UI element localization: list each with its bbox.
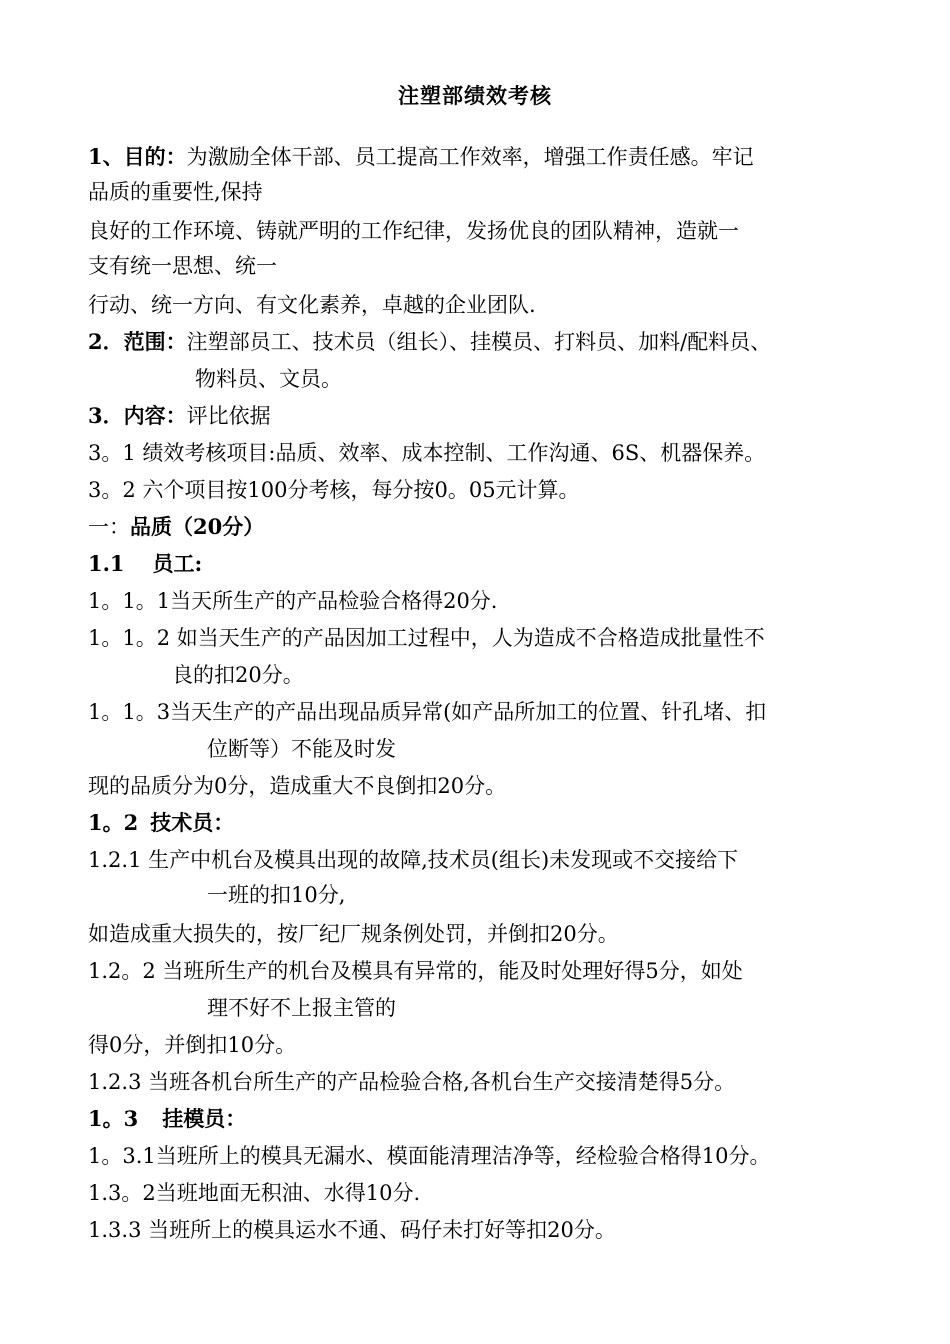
- line-text: 1.2。2 当班所生产的机台及模具有异常的，能及时处理好得5分，如处: [88, 959, 743, 983]
- subsection-1-1-heading: [88, 549, 202, 579]
- section-label: 1、目的：: [88, 144, 187, 169]
- paragraph-line: [88, 216, 739, 246]
- line-text: 行动、统一方向、有文化素养，卓越的企业团队.: [88, 293, 536, 317]
- line-text: 1。1。3当天生产的产品出现品质异常(如产品所加工的位置、针孔堵、扣: [88, 700, 767, 724]
- line-text: 得0分，并倒扣10分。: [88, 1033, 297, 1057]
- line-text: 评比依据: [186, 404, 271, 428]
- paragraph-line: [88, 956, 743, 986]
- line-text: 1.2.3 当班各机台所生产的产品检验合格,各机台生产交接清楚得5分。: [88, 1070, 736, 1094]
- paragraph-line: [88, 1030, 296, 1060]
- line-text: 挂模员：: [162, 1106, 247, 1131]
- paragraph-line: [88, 771, 506, 801]
- paragraph-line: [88, 1141, 770, 1171]
- paragraph-line: [88, 475, 580, 505]
- subsection-1-3-heading: [88, 1104, 246, 1134]
- line-text: 1。1。1当天所生产的产品检验合格得20分.: [88, 589, 498, 613]
- line-text: 技术员：: [150, 810, 235, 835]
- section-label: 1.1: [88, 551, 125, 576]
- line-text: 现的品质分为0分，造成重大不良倒扣20分。: [88, 774, 507, 798]
- line-text: 理不好不上报主管的: [207, 996, 396, 1020]
- section-label: 2．范围：: [88, 329, 187, 354]
- document-title: 注塑部绩效考核: [398, 83, 552, 108]
- line-text: 一班的扣10分,: [207, 883, 346, 907]
- paragraph-line: [88, 623, 765, 653]
- line-text: 品质（20分）: [130, 514, 265, 539]
- section-label: 3．内容：: [88, 403, 187, 428]
- paragraph-line: [88, 177, 263, 207]
- paragraph-line: [88, 919, 619, 949]
- line-text: 位断等）不能及时发: [207, 737, 396, 761]
- line-text: 注塑部员工、技术员（组长）、挂模员、打料员、加料/配料员、: [186, 330, 772, 354]
- line-text: 支有统一思想、统一: [88, 254, 277, 278]
- paragraph-line: [88, 586, 497, 616]
- line-text: 3。1 绩效考核项目:品质、效率、成本控制、工作沟通、6S、机器保养。: [88, 441, 766, 465]
- paragraph-line: [88, 697, 766, 727]
- paragraph-line: [88, 1178, 420, 1208]
- paragraph-line: [172, 660, 304, 690]
- paragraph-line: [88, 290, 536, 320]
- line-text: 1.3.3 当班所上的模具运水不通、码仔未打好等扣20分。: [88, 1218, 616, 1242]
- paragraph-line: [207, 993, 396, 1023]
- line-text: 3。2 六个项目按100分考核，每分按0。05元计算。: [88, 478, 580, 502]
- subsection-1-2-heading: [88, 808, 234, 838]
- line-text: 品质的重要性,保持: [88, 180, 263, 204]
- section-label: 1。2: [88, 810, 139, 835]
- paragraph-line: [88, 845, 738, 875]
- section-3-content-line: [88, 401, 271, 431]
- paragraph-line: [195, 364, 342, 394]
- line-text: 1。3.1当班所上的模具无漏水、模面能清理洁净等，经检验合格得10分。: [88, 1144, 771, 1168]
- line-text: 员工:: [152, 551, 203, 576]
- paragraph-line: [88, 1067, 735, 1097]
- line-text: 1.3。2当班地面无积油、水得10分.: [88, 1181, 421, 1205]
- line-text: 如造成重大损失的，按厂纪厂规条例处罚，并倒扣20分。: [88, 922, 619, 946]
- section-1-purpose-line: [88, 142, 754, 172]
- line-text: 良的扣20分。: [172, 663, 304, 687]
- paragraph-line: [88, 1215, 616, 1245]
- section-label: 1。3: [88, 1106, 139, 1131]
- paragraph-line: [88, 251, 277, 281]
- paragraph-line: [207, 734, 396, 764]
- paragraph-line: [207, 880, 345, 910]
- line-text: 1。1。2 如当天生产的产品因加工过程中，人为造成不合格造成批量性不: [88, 626, 765, 650]
- paragraph-line: [88, 438, 765, 468]
- line-text: 良好的工作环境、铸就严明的工作纪律，发扬优良的团队精神，造就一: [88, 219, 739, 243]
- line-text: 1.2.1 生产中机台及模具出现的故障,技术员(组长)未发现或不交接给下: [88, 848, 739, 872]
- line-text: 为激励全体干部、员工提高工作效率，增强工作责任感。牢记: [186, 145, 754, 169]
- quality-heading: [88, 512, 264, 542]
- line-text: 物料员、文员。: [195, 367, 342, 391]
- section-label: 一：: [88, 515, 130, 539]
- section-2-scope-line: [88, 327, 771, 357]
